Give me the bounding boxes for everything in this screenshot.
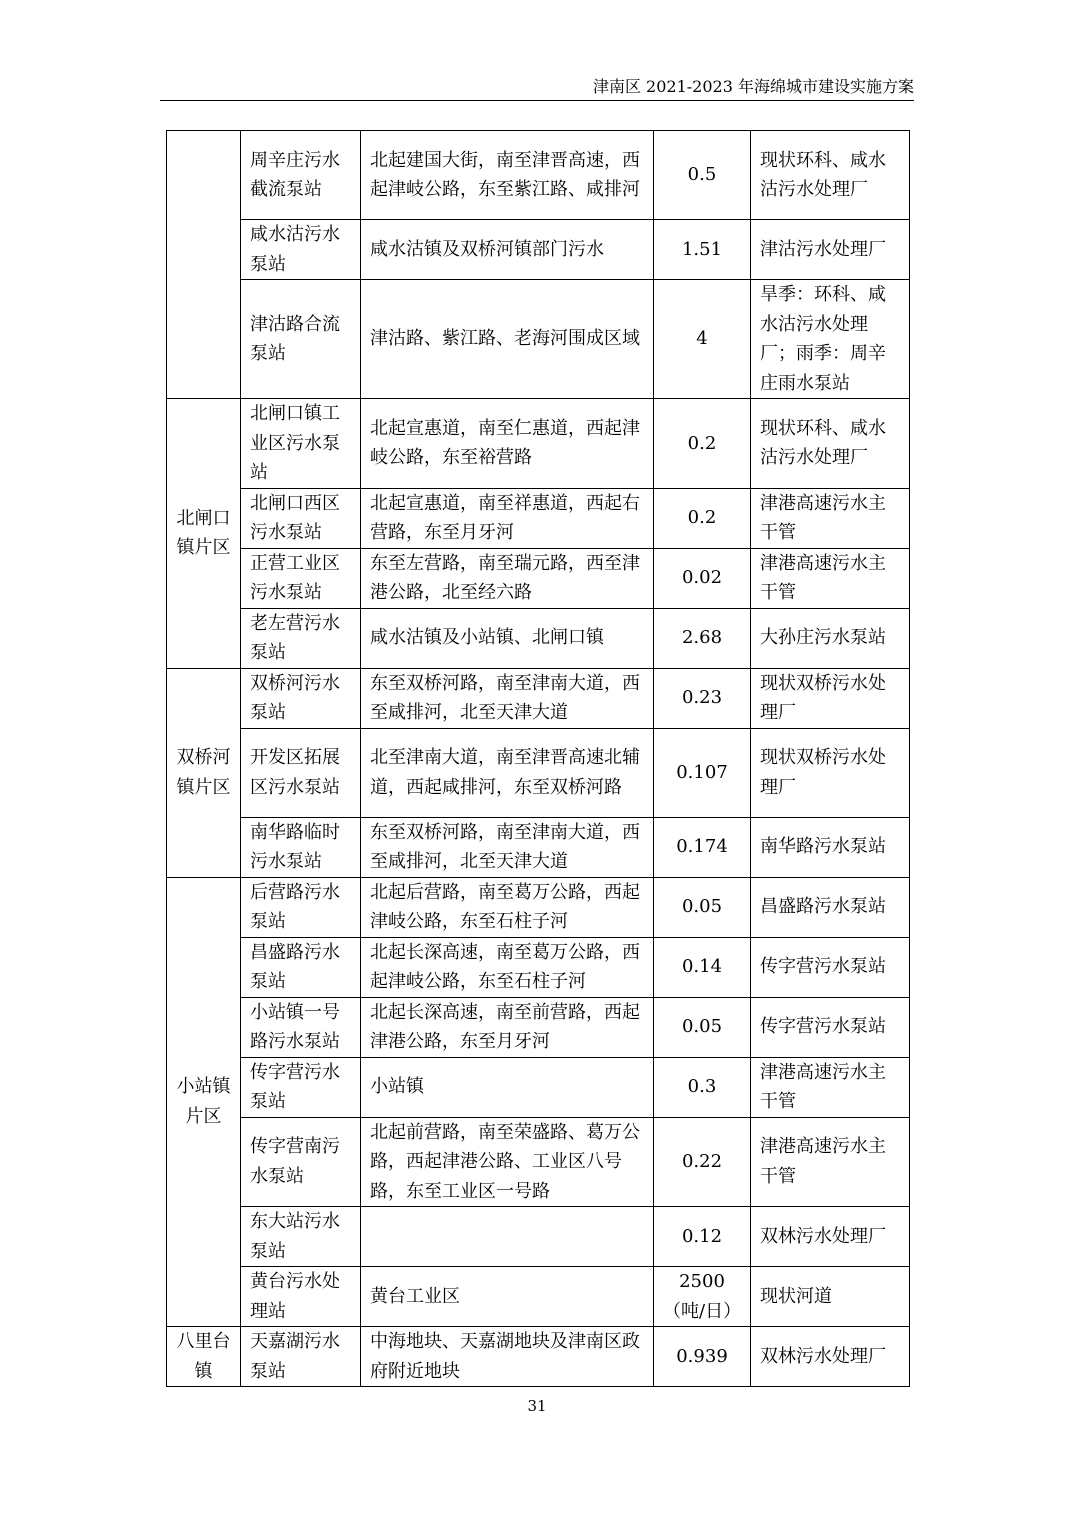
table-row	[167, 548, 910, 608]
table-row	[167, 997, 910, 1057]
station-name: 后营路污水泵站	[241, 877, 361, 937]
table-row	[167, 488, 910, 548]
station-name: 小站镇一号路污水泵站	[241, 997, 361, 1057]
discharge-destination: 现状双桥污水处理厂	[751, 728, 910, 817]
discharge-destination: 津港高速污水主干管	[751, 488, 910, 548]
station-name: 传字营污水泵站	[241, 1057, 361, 1117]
discharge-destination: 双林污水处理厂	[751, 1327, 910, 1387]
discharge-destination: 旱季：环科、咸水沽污水处理厂；雨季：周辛庄雨水泵站	[751, 280, 910, 399]
station-name: 周辛庄污水截流泵站	[241, 131, 361, 220]
table-row	[167, 220, 910, 280]
service-range: 北起前营路，南至荣盛路、葛万公路，西起津港公路、工业区八号路，东至工业区一号路	[361, 1117, 654, 1207]
service-range: 北起建国大街，南至津晋高速，西起津岐公路，东至紫江路、咸排河	[361, 131, 654, 220]
table-row	[167, 131, 910, 220]
service-range: 津沽路、紫江路、老海河围成区域	[361, 280, 654, 399]
capacity-value: 0.2	[654, 488, 751, 548]
table-row	[167, 1207, 910, 1267]
capacity-value: 0.939	[654, 1327, 751, 1387]
service-range: 北起宣惠道，南至祥惠道，西起右营路，东至月牙河	[361, 488, 654, 548]
table-row	[167, 1057, 910, 1117]
service-range: 北至津南大道，南至津晋高速北辅道，西起咸排河，东至双桥河路	[361, 728, 654, 817]
service-range: 咸水沽镇及小站镇、北闸口镇	[361, 608, 654, 668]
station-name: 传字营南污水泵站	[241, 1117, 361, 1207]
page-number: 31	[527, 1397, 547, 1415]
pump-station-table	[166, 130, 910, 1387]
station-name: 南华路临时污水泵站	[241, 817, 361, 877]
district-cell: 小站镇片区	[167, 877, 241, 1327]
capacity-value: 4	[654, 280, 751, 399]
station-name: 双桥河污水泵站	[241, 668, 361, 728]
capacity-value: 0.5	[654, 131, 751, 220]
service-range: 东至双桥河路，南至津南大道，西至咸排河，北至天津大道	[361, 817, 654, 877]
discharge-destination: 传字营污水泵站	[751, 937, 910, 997]
capacity-value: 0.05	[654, 997, 751, 1057]
capacity-value: 1.51	[654, 220, 751, 280]
service-range: 北起长深高速，南至前营路，西起津港公路，东至月牙河	[361, 997, 654, 1057]
discharge-destination: 津沽污水处理厂	[751, 220, 910, 280]
discharge-destination: 传字营污水泵站	[751, 997, 910, 1057]
discharge-destination: 双林污水处理厂	[751, 1207, 910, 1267]
station-name: 开发区拓展区污水泵站	[241, 728, 361, 817]
discharge-destination: 现状河道	[751, 1267, 910, 1327]
district-cell: 八里台镇	[167, 1327, 241, 1387]
capacity-value: 0.02	[654, 548, 751, 608]
discharge-destination: 昌盛路污水泵站	[751, 877, 910, 937]
table-row	[167, 668, 910, 728]
capacity-value: 0.05	[654, 877, 751, 937]
capacity-value: 2.68	[654, 608, 751, 668]
capacity-value: 0.107	[654, 728, 751, 817]
discharge-destination: 大孙庄污水泵站	[751, 608, 910, 668]
station-name: 黄台污水处理站	[241, 1267, 361, 1327]
station-name: 咸水沽污水泵站	[241, 220, 361, 280]
station-name: 昌盛路污水泵站	[241, 937, 361, 997]
station-name: 东大站污水泵站	[241, 1207, 361, 1267]
header-title: 津南区 2021-2023 年海绵城市建设实施方案	[592, 77, 914, 96]
table-row	[167, 280, 910, 399]
capacity-value: 0.14	[654, 937, 751, 997]
capacity-value: 2500（吨/日）	[654, 1267, 751, 1327]
capacity-value: 0.22	[654, 1117, 751, 1207]
station-name: 正营工业区污水泵站	[241, 548, 361, 608]
capacity-value: 0.12	[654, 1207, 751, 1267]
discharge-destination: 津港高速污水主干管	[751, 548, 910, 608]
service-range: 东至左营路，南至瑞元路，西至津港公路，北至经六路	[361, 548, 654, 608]
district-cell	[167, 131, 241, 399]
table-row	[167, 1267, 910, 1327]
district-cell: 北闸口镇片区	[167, 399, 241, 669]
table-row	[167, 728, 910, 817]
table-row	[167, 817, 910, 877]
page-header	[160, 76, 914, 101]
service-range: 咸水沽镇及双桥河镇部门污水	[361, 220, 654, 280]
service-range: 北起长深高速，南至葛万公路，西起津岐公路，东至石柱子河	[361, 937, 654, 997]
page-footer	[0, 1397, 1074, 1415]
discharge-destination: 现状环科、咸水沽污水处理厂	[751, 131, 910, 220]
table-row	[167, 877, 910, 937]
discharge-destination: 津港高速污水主干管	[751, 1117, 910, 1207]
service-range: 北起后营路，南至葛万公路，西起津岐公路，东至石柱子河	[361, 877, 654, 937]
discharge-destination: 现状双桥污水处理厂	[751, 668, 910, 728]
table-row	[167, 608, 910, 668]
station-name: 北闸口西区污水泵站	[241, 488, 361, 548]
capacity-value: 0.3	[654, 1057, 751, 1117]
station-name: 天嘉湖污水泵站	[241, 1327, 361, 1387]
discharge-destination: 津港高速污水主干管	[751, 1057, 910, 1117]
discharge-destination: 现状环科、咸水沽污水处理厂	[751, 399, 910, 489]
table-row	[167, 1117, 910, 1207]
station-name: 北闸口镇工业区污水泵站	[241, 399, 361, 489]
capacity-value: 0.23	[654, 668, 751, 728]
service-range: 小站镇	[361, 1057, 654, 1117]
service-range: 北起宣惠道，南至仁惠道，西起津岐公路，东至裕营路	[361, 399, 654, 489]
table-row	[167, 1327, 910, 1387]
service-range: 东至双桥河路，南至津南大道，西至咸排河，北至天津大道	[361, 668, 654, 728]
service-range	[361, 1207, 654, 1267]
station-name: 老左营污水泵站	[241, 608, 361, 668]
table-row	[167, 399, 910, 489]
capacity-value: 0.174	[654, 817, 751, 877]
table-row	[167, 937, 910, 997]
discharge-destination: 南华路污水泵站	[751, 817, 910, 877]
service-range: 黄台工业区	[361, 1267, 654, 1327]
capacity-value: 0.2	[654, 399, 751, 489]
district-cell: 双桥河镇片区	[167, 668, 241, 877]
station-name: 津沽路合流泵站	[241, 280, 361, 399]
service-range: 中海地块、天嘉湖地块及津南区政府附近地块	[361, 1327, 654, 1387]
